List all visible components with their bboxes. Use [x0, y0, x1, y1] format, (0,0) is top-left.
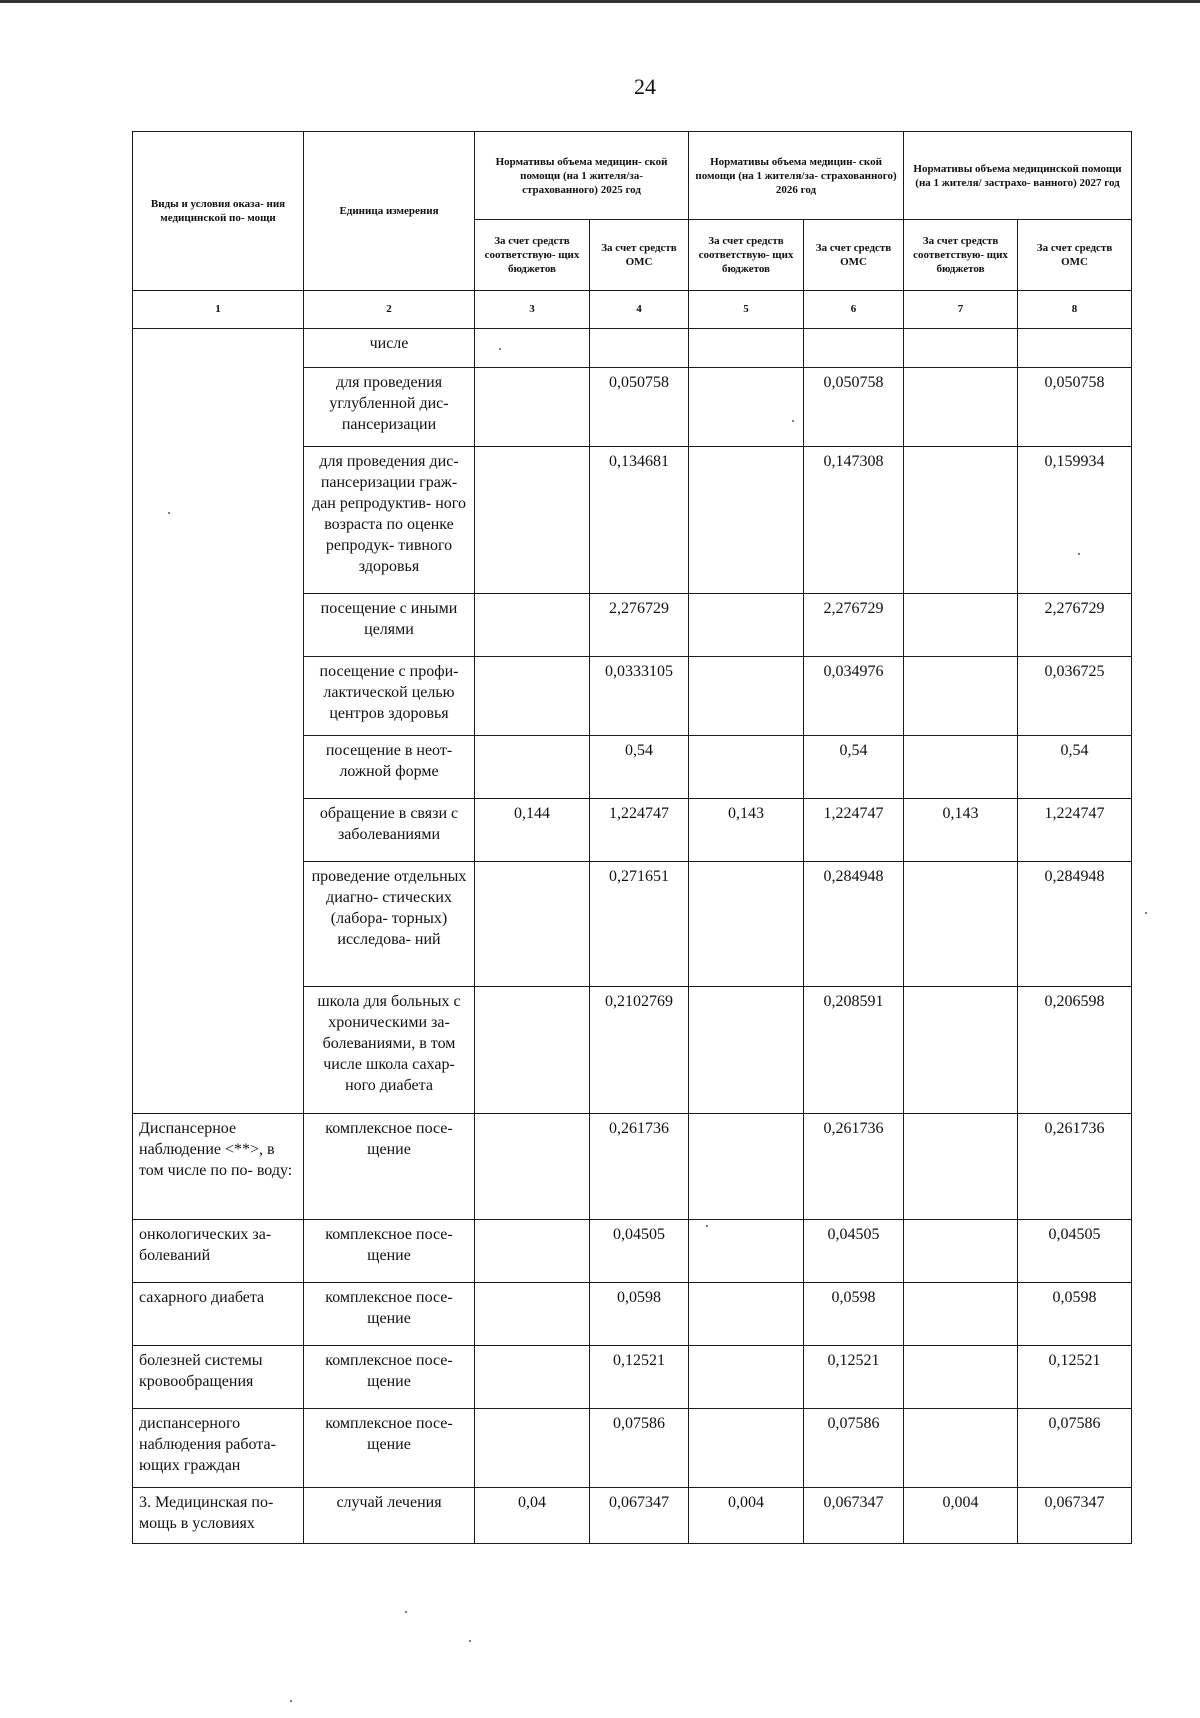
header-2027: Нормативы объема медицинской помощи (на 1 жителя/ застрахо- ванного) 2027 год — [904, 132, 1132, 220]
value-cell — [904, 862, 1018, 987]
scan-speck — [706, 1225, 708, 1227]
value-cell — [689, 1283, 804, 1346]
value-cell: 0,271651 — [590, 862, 689, 987]
value-cell — [475, 987, 590, 1114]
scan-speck — [290, 1700, 292, 1702]
value-cell — [475, 736, 590, 799]
value-cell: 0,147308 — [804, 447, 904, 594]
unit-cell: обращение в связи с заболеваниями — [304, 799, 475, 862]
kind-cell: онкологических за- болеваний — [133, 1220, 304, 1283]
header-2027-oms: За счет средств ОМС — [1018, 220, 1132, 291]
unit-cell: комплексное посе- щение — [304, 1409, 475, 1488]
table-row — [133, 1488, 1132, 1544]
header-kind: Виды и условия оказа- ния медицинской по- мощи — [133, 132, 304, 291]
value-cell: 0,134681 — [590, 447, 689, 594]
unit-cell: числе — [304, 329, 475, 368]
value-cell — [475, 657, 590, 736]
value-cell: 0,07586 — [1018, 1409, 1132, 1488]
scan-speck — [499, 348, 501, 350]
value-cell — [475, 862, 590, 987]
value-cell — [689, 329, 804, 368]
kind-cell — [133, 329, 304, 1114]
value-cell: 0,261736 — [1018, 1114, 1132, 1220]
header-2026-oms: За счет средств ОМС — [804, 220, 904, 291]
header-2025-budget: За счет средств соответствую- щих бюджетов — [475, 220, 590, 291]
kind-cell: сахарного диабета — [133, 1283, 304, 1346]
table-row — [133, 1283, 1132, 1346]
value-cell — [904, 736, 1018, 799]
header-2025: Нормативы объема медицин- ской помощи (на 1 жителя/за- страхованного) 2025 год — [475, 132, 689, 220]
value-cell: 1,224747 — [590, 799, 689, 862]
value-cell: 0,284948 — [804, 862, 904, 987]
value-cell: 0,050758 — [804, 368, 904, 447]
value-cell: 0,034976 — [804, 657, 904, 736]
value-cell — [1018, 329, 1132, 368]
value-cell — [904, 1220, 1018, 1283]
unit-cell: комплексное посе- щение — [304, 1346, 475, 1409]
value-cell: 0,261736 — [590, 1114, 689, 1220]
unit-cell: посещение с профи- лактической целью центров здоровья — [304, 657, 475, 736]
value-cell — [689, 368, 804, 447]
value-cell: 0,54 — [804, 736, 904, 799]
header-2026-budget: За счет средств соответствую- щих бюджетов — [689, 220, 804, 291]
value-cell: 0,04 — [475, 1488, 590, 1544]
header-2026: Нормативы объема медицин- ской помощи (на 1 жителя/за- страхованного) 2026 год — [689, 132, 904, 220]
value-cell — [689, 1346, 804, 1409]
column-number: 5 — [689, 291, 804, 329]
unit-cell: комплексное посе- щение — [304, 1220, 475, 1283]
value-cell — [904, 447, 1018, 594]
table-row — [133, 1220, 1132, 1283]
header-unit: Единица измерения — [304, 132, 475, 291]
scan-speck — [405, 1611, 407, 1613]
value-cell: 0,12521 — [804, 1346, 904, 1409]
value-cell — [904, 594, 1018, 657]
value-cell: 0,0598 — [590, 1283, 689, 1346]
value-cell — [904, 1114, 1018, 1220]
value-cell: 0,0598 — [804, 1283, 904, 1346]
value-cell — [475, 1346, 590, 1409]
unit-cell: комплексное посе- щение — [304, 1114, 475, 1220]
scan-speck — [469, 1640, 471, 1642]
value-cell — [475, 329, 590, 368]
column-number-row — [133, 291, 1132, 329]
value-cell: 0,143 — [904, 799, 1018, 862]
value-cell: 1,224747 — [1018, 799, 1132, 862]
value-cell: 0,144 — [475, 799, 590, 862]
value-cell — [475, 1220, 590, 1283]
value-cell: 0,12521 — [1018, 1346, 1132, 1409]
header-2025-oms: За счет средств ОМС — [590, 220, 689, 291]
value-cell — [475, 368, 590, 447]
value-cell: 0,067347 — [1018, 1488, 1132, 1544]
value-cell: 0,54 — [1018, 736, 1132, 799]
value-cell: 0,143 — [689, 799, 804, 862]
value-cell — [804, 329, 904, 368]
value-cell: 0,0333105 — [590, 657, 689, 736]
table-row — [133, 1114, 1132, 1220]
value-cell — [689, 1114, 804, 1220]
unit-cell: для проведения углубленной дис- пансеризации — [304, 368, 475, 447]
value-cell: 0,04505 — [804, 1220, 904, 1283]
scan-speck — [168, 512, 170, 514]
value-cell: 0,07586 — [804, 1409, 904, 1488]
value-cell — [475, 594, 590, 657]
value-cell: 0,54 — [590, 736, 689, 799]
scan-speck — [1145, 912, 1147, 914]
value-cell: 0,284948 — [1018, 862, 1132, 987]
kind-cell: диспансерного наблюдения работа- ющих граждан — [133, 1409, 304, 1488]
value-cell: 0,050758 — [1018, 368, 1132, 447]
value-cell — [689, 862, 804, 987]
value-cell — [689, 736, 804, 799]
value-cell — [590, 329, 689, 368]
value-cell — [904, 987, 1018, 1114]
value-cell: 0,067347 — [590, 1488, 689, 1544]
table-row — [133, 329, 1132, 368]
value-cell — [904, 1346, 1018, 1409]
value-cell — [689, 1220, 804, 1283]
page-top-border — [0, 0, 1200, 3]
value-cell: 0,208591 — [804, 987, 904, 1114]
value-cell: 0,004 — [689, 1488, 804, 1544]
unit-cell: для проведения дис- пансеризации граж- дан репродуктив- ного возраста по оценке репродук- тивного здоровья — [304, 447, 475, 594]
value-cell: 0,206598 — [1018, 987, 1132, 1114]
value-cell: 0,036725 — [1018, 657, 1132, 736]
table-body — [133, 291, 1132, 1544]
value-cell: 2,276729 — [1018, 594, 1132, 657]
value-cell: 0,0598 — [1018, 1283, 1132, 1346]
table-row — [133, 1409, 1132, 1488]
value-cell — [904, 1283, 1018, 1346]
unit-cell: случай лечения — [304, 1488, 475, 1544]
table-row — [133, 1346, 1132, 1409]
value-cell — [475, 447, 590, 594]
value-cell: 0,067347 — [804, 1488, 904, 1544]
value-cell: 0,050758 — [590, 368, 689, 447]
value-cell — [904, 1409, 1018, 1488]
column-number: 1 — [133, 291, 304, 329]
header-2027-budget: За счет средств соответствую- щих бюджетов — [904, 220, 1018, 291]
value-cell: 0,04505 — [1018, 1220, 1132, 1283]
value-cell: 0,04505 — [590, 1220, 689, 1283]
value-cell: 1,224747 — [804, 799, 904, 862]
value-cell — [475, 1283, 590, 1346]
scan-speck — [792, 420, 794, 422]
unit-cell: проведение отдельных диагно- стических (лабора- торных) исследова- ний — [304, 862, 475, 987]
value-cell — [689, 987, 804, 1114]
value-cell: 2,276729 — [590, 594, 689, 657]
value-cell — [475, 1114, 590, 1220]
value-cell — [904, 329, 1018, 368]
value-cell — [904, 368, 1018, 447]
column-number: 2 — [304, 291, 475, 329]
value-cell: 2,276729 — [804, 594, 904, 657]
scan-speck — [1078, 553, 1080, 555]
unit-cell: посещение в неот- ложной форме — [304, 736, 475, 799]
kind-cell: болезней системы кровообращения — [133, 1346, 304, 1409]
value-cell: 0,261736 — [804, 1114, 904, 1220]
value-cell: 0,2102769 — [590, 987, 689, 1114]
page-number: 24 — [634, 74, 656, 99]
value-cell — [689, 657, 804, 736]
column-number: 4 — [590, 291, 689, 329]
column-number: 8 — [1018, 291, 1132, 329]
unit-cell: комплексное посе- щение — [304, 1283, 475, 1346]
unit-cell: школа для больных с хроническими за- болеваниями, в том числе школа сахар- ного диабета — [304, 987, 475, 1114]
column-number: 7 — [904, 291, 1018, 329]
value-cell — [689, 594, 804, 657]
value-cell: 0,159934 — [1018, 447, 1132, 594]
value-cell: 0,12521 — [590, 1346, 689, 1409]
value-cell — [475, 1409, 590, 1488]
kind-cell: 3. Медицинская по- мощь в условиях — [133, 1488, 304, 1544]
norms-table — [132, 131, 1132, 1544]
column-number: 6 — [804, 291, 904, 329]
value-cell — [689, 447, 804, 594]
value-cell — [689, 1409, 804, 1488]
value-cell: 0,07586 — [590, 1409, 689, 1488]
column-number: 3 — [475, 291, 590, 329]
value-cell: 0,004 — [904, 1488, 1018, 1544]
kind-cell: Диспансерное наблюдение <**>, в том числе по по- воду: — [133, 1114, 304, 1220]
value-cell — [904, 657, 1018, 736]
unit-cell: посещение с иными целями — [304, 594, 475, 657]
